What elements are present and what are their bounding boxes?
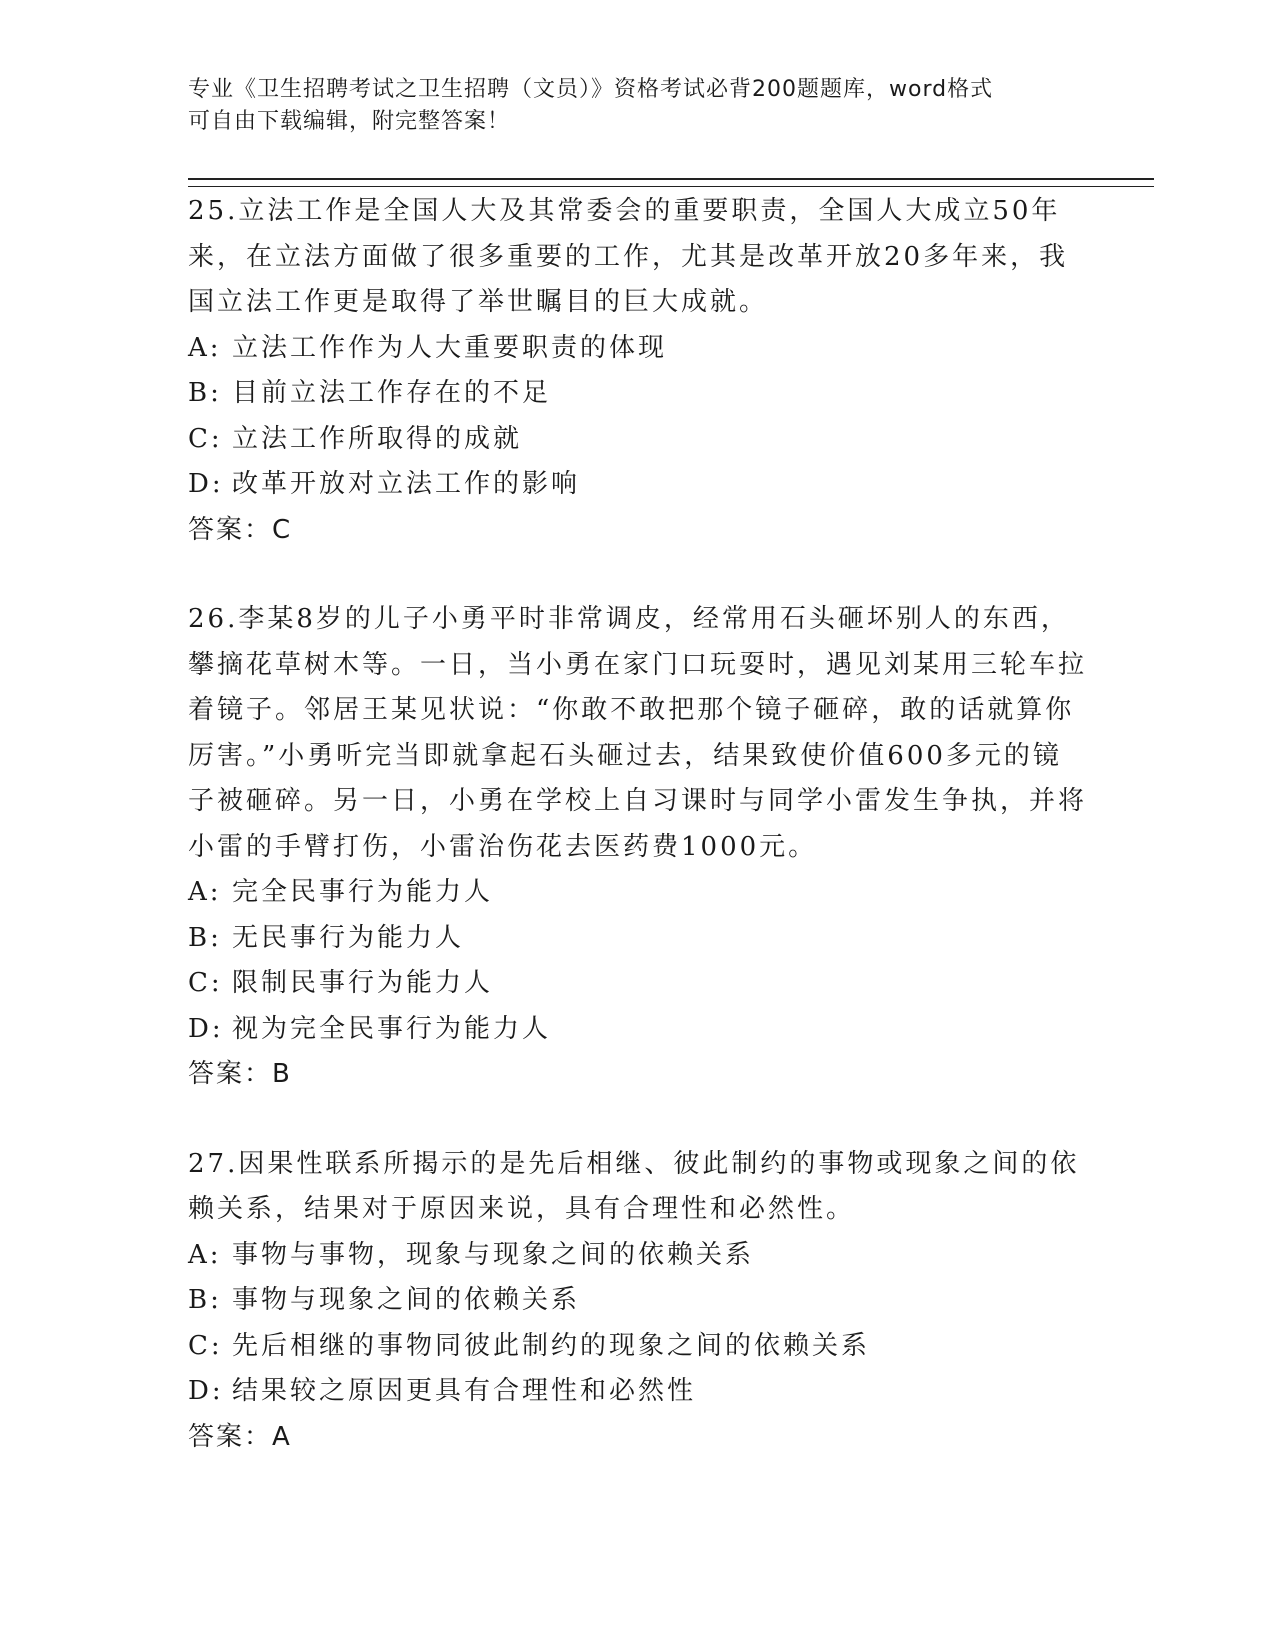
option-key: B:: [188, 922, 222, 953]
option-d: [188, 1369, 1088, 1415]
option-c: [188, 1324, 1088, 1370]
option-key: A:: [188, 877, 222, 907]
option-a: [188, 326, 1088, 372]
answer-label: 答案：C: [188, 514, 293, 545]
page-header: [188, 74, 1068, 138]
option-text: 完全民事行为能力人: [232, 877, 494, 907]
option-key: A:: [188, 332, 222, 363]
option-c: [188, 417, 1088, 463]
option-key: D:: [188, 1376, 224, 1406]
option-b: [188, 916, 1088, 962]
option-text: 视为完全民事行为能力人: [232, 1013, 552, 1044]
option-key: B:: [188, 378, 222, 408]
option-key: A:: [188, 1239, 222, 1270]
question-stem: 26.李某8岁的儿子小勇平时非常调皮，经常用石头砸坏别人的东西，攀摘花草树木等。一日，当小勇在家门口玩耍时，遇见刘某用三轮车拉着镜子。邻居王某见状说：“你敢不敢把那个镜子砸碎，敢的话就算你厉害。”小勇听完当即就拿起石头砸过去，结果致使价值600多元的镜子被砸碎。另一日，小勇在学校上自习课时与同学小雷发生争执，并将小雷的手臂打伤，小雷治伤花去医药费1000元。: [188, 604, 1088, 862]
option-text: 限制民事行为能力人: [232, 968, 494, 998]
answer-label: 答案：B: [188, 1059, 292, 1089]
header-divider: [188, 178, 1154, 187]
option-key: C:: [188, 968, 223, 998]
option-key: C:: [188, 1330, 223, 1361]
question-stem: 27.因果性联系所揭示的是先后相继、彼此制约的事物或现象之间的依赖关系，结果对于原因来说，具有合理性和必然性。: [188, 1148, 1080, 1224]
option-c: [188, 961, 1088, 1007]
option-d: [188, 1007, 1088, 1053]
option-text: 无民事行为能力人: [232, 922, 465, 953]
question-stem: 25.立法工作是全国人大及其常委会的重要职责，全国人大成立50年来，在立法方面做了很多重要的工作，尤其是改革开放20多年来，我国立法工作更是取得了举世瞩目的巨大成就。: [188, 196, 1069, 317]
option-key: B:: [188, 1285, 222, 1315]
option-text: 先后相继的事物同彼此制约的现象之间的依赖关系: [232, 1330, 871, 1361]
header-line-2: 可自由下载编辑，附完整答案！: [188, 109, 511, 134]
option-a: [188, 870, 1088, 916]
question-27: [188, 1142, 1088, 1461]
option-text: 目前立法工作存在的不足: [232, 378, 552, 408]
question-25: [188, 189, 1088, 553]
option-b: [188, 371, 1088, 417]
option-key: D:: [188, 1013, 224, 1044]
option-text: 事物与现象之间的依赖关系: [232, 1285, 581, 1315]
option-key: D:: [188, 469, 224, 499]
option-text: 改革开放对立法工作的影响: [232, 469, 581, 499]
option-key: C:: [188, 423, 223, 454]
option-b: [188, 1278, 1088, 1324]
question-list: [188, 189, 1088, 1504]
option-text: 立法工作所取得的成就: [232, 423, 523, 454]
option-a: [188, 1233, 1088, 1279]
option-d: [188, 462, 1088, 508]
answer-label: 答案：A: [188, 1421, 292, 1452]
question-26: [188, 597, 1088, 1098]
header-line-1: 专业《卫生招聘考试之卫生招聘（文员）》资格考试必背200题题库，word格式: [188, 77, 994, 102]
option-text: 立法工作作为人大重要职责的体现: [232, 332, 668, 363]
option-text: 事物与事物，现象与现象之间的依赖关系: [232, 1239, 755, 1270]
option-text: 结果较之原因更具有合理性和必然性: [232, 1376, 697, 1406]
